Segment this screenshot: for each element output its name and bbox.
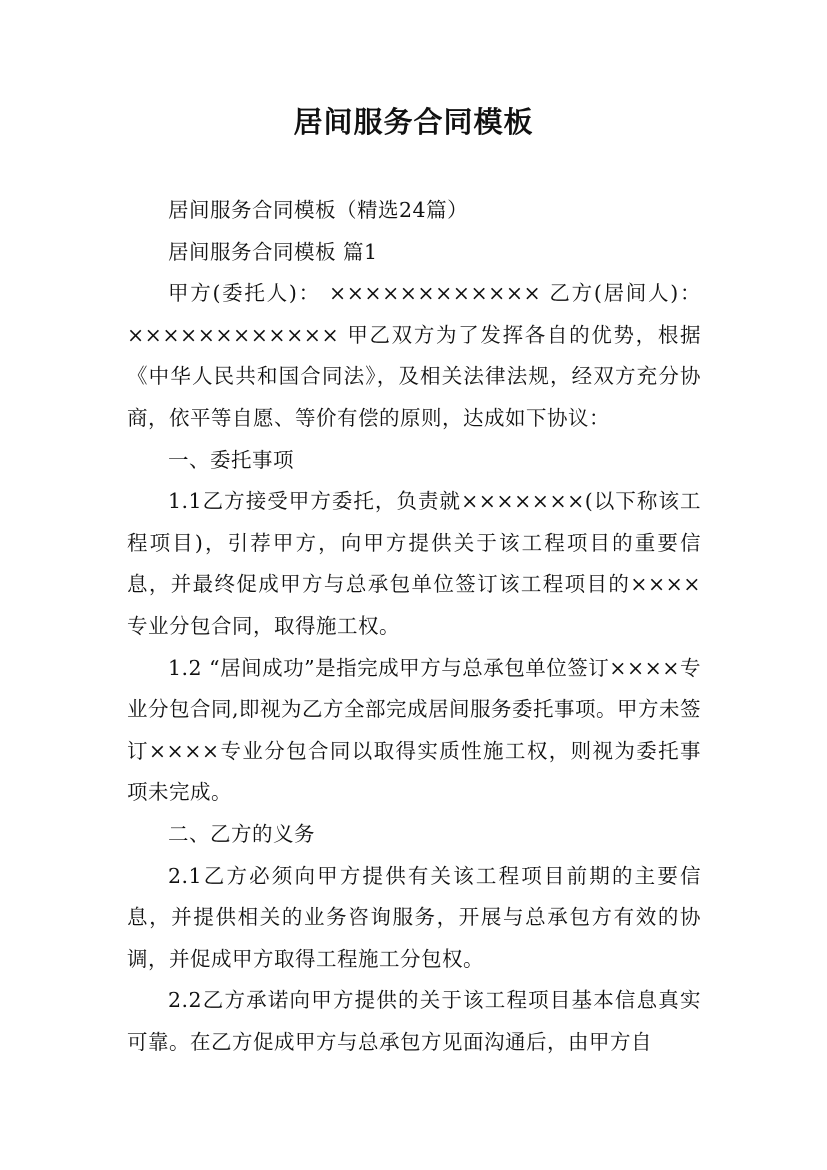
paragraph-heading-party-b-obligations: 二、乙方的义务 bbox=[168, 821, 315, 846]
paragraph-clause-1-2: 1.2 “居间成功”是指完成甲方与总承包单位签订××××专业分包合同,即视为乙方全部完成居间服务委托事项。甲方未签订××××专业分包合同以取得实质性施工权，则视为委托事项未完成。 bbox=[127, 655, 702, 805]
paragraph-heading-entrusted-matters: 一、委托事项 bbox=[168, 447, 294, 472]
document-title: 居间服务合同模板 bbox=[293, 105, 534, 139]
paragraph-parties: 甲方(委托人)： ×××××××××××× 乙方(居间人)： ×××××××××××× 甲乙双方为了发挥各自的优势，根据《中华人民共和国合同法》，及相关法律法规，经双方充分协商，依平等自愿、等价有偿的原则，达成如下协议： bbox=[127, 281, 701, 430]
paragraph-clause-2-2: 2.2乙方承诺向甲方提供的关于该工程项目基本信息真实可靠。在乙方促成甲方与总承包方见面沟通后，由甲方自 bbox=[127, 988, 701, 1054]
paragraph-clause-2-1: 2.1乙方必须向甲方提供有关该工程项目前期的主要信息，并提供相关的业务咨询服务，开展与总承包方有效的协调，并促成甲方取得工程施工分包权。 bbox=[127, 863, 701, 971]
document-body bbox=[127, 190, 701, 1063]
paragraph-section-heading: 居间服务合同模板 篇1 bbox=[168, 239, 378, 264]
paragraph-clause-1-1: 1.1乙方接受甲方委托，负责就×××××××(以下称该工程项目)，引荐甲方，向甲方提供关于该工程项目的重要信息，并最终促成甲方与总承包单位签订该工程项目的××××专业分包合同，取得施工权。 bbox=[127, 489, 701, 638]
paragraph-subtitle: 居间服务合同模板（精选24篇） bbox=[168, 198, 469, 222]
